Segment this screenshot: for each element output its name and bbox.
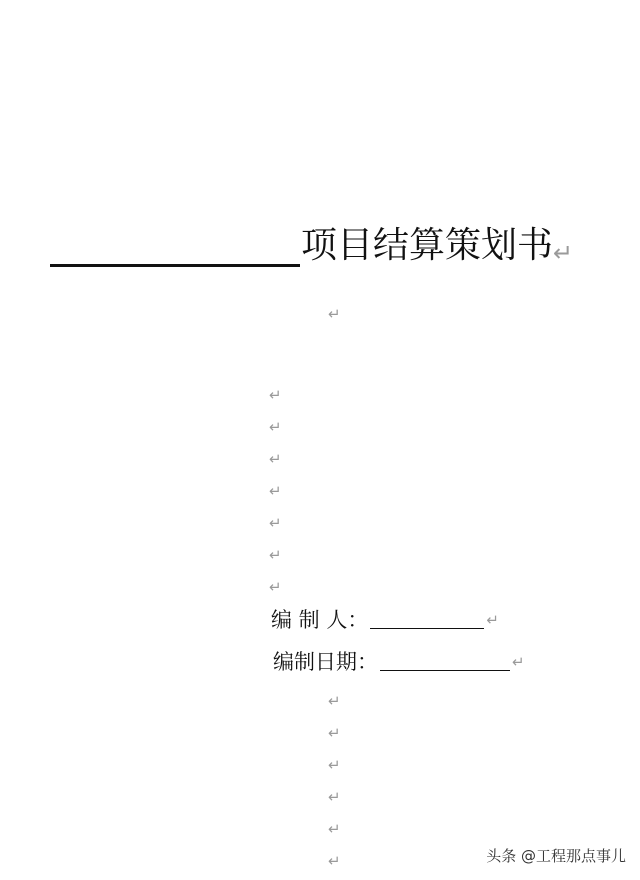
paragraph-mark-icon: ↵ <box>328 756 341 774</box>
title-blank-underline <box>50 264 300 267</box>
compiler-blank-line <box>370 610 484 629</box>
compiler-field <box>271 603 499 635</box>
compiler-label: 编 制 人： <box>271 607 369 632</box>
document-title-text: 项目结算策划书 <box>301 225 554 266</box>
paragraph-mark-icon: ↵ <box>269 514 282 532</box>
paragraph-mark-icon: ↵ <box>269 578 282 596</box>
paragraph-mark-icon: ↵ <box>269 386 282 404</box>
paragraph-mark-icon: ↵ <box>486 610 499 629</box>
paragraph-mark-icon: ↵ <box>512 652 525 671</box>
paragraph-mark-icon: ↵ <box>269 546 282 564</box>
source-watermark: 头条 @工程那点事儿 <box>486 847 626 865</box>
date-field <box>273 645 525 677</box>
paragraph-mark-icon: ↵ <box>328 852 341 870</box>
document-title <box>301 222 573 270</box>
paragraph-mark-icon: ↵ <box>553 239 574 267</box>
paragraph-mark-icon: ↵ <box>328 692 341 710</box>
date-blank-line <box>380 652 510 671</box>
paragraph-mark-icon: ↵ <box>269 450 282 468</box>
paragraph-mark-icon: ↵ <box>328 305 341 323</box>
paragraph-mark-icon: ↵ <box>328 820 341 838</box>
paragraph-mark-icon: ↵ <box>269 482 282 500</box>
paragraph-mark-icon: ↵ <box>328 788 341 806</box>
paragraph-mark-icon: ↵ <box>328 724 341 742</box>
title-row <box>50 222 610 274</box>
date-label: 编制日期： <box>273 649 378 674</box>
paragraph-mark-icon: ↵ <box>269 418 282 436</box>
